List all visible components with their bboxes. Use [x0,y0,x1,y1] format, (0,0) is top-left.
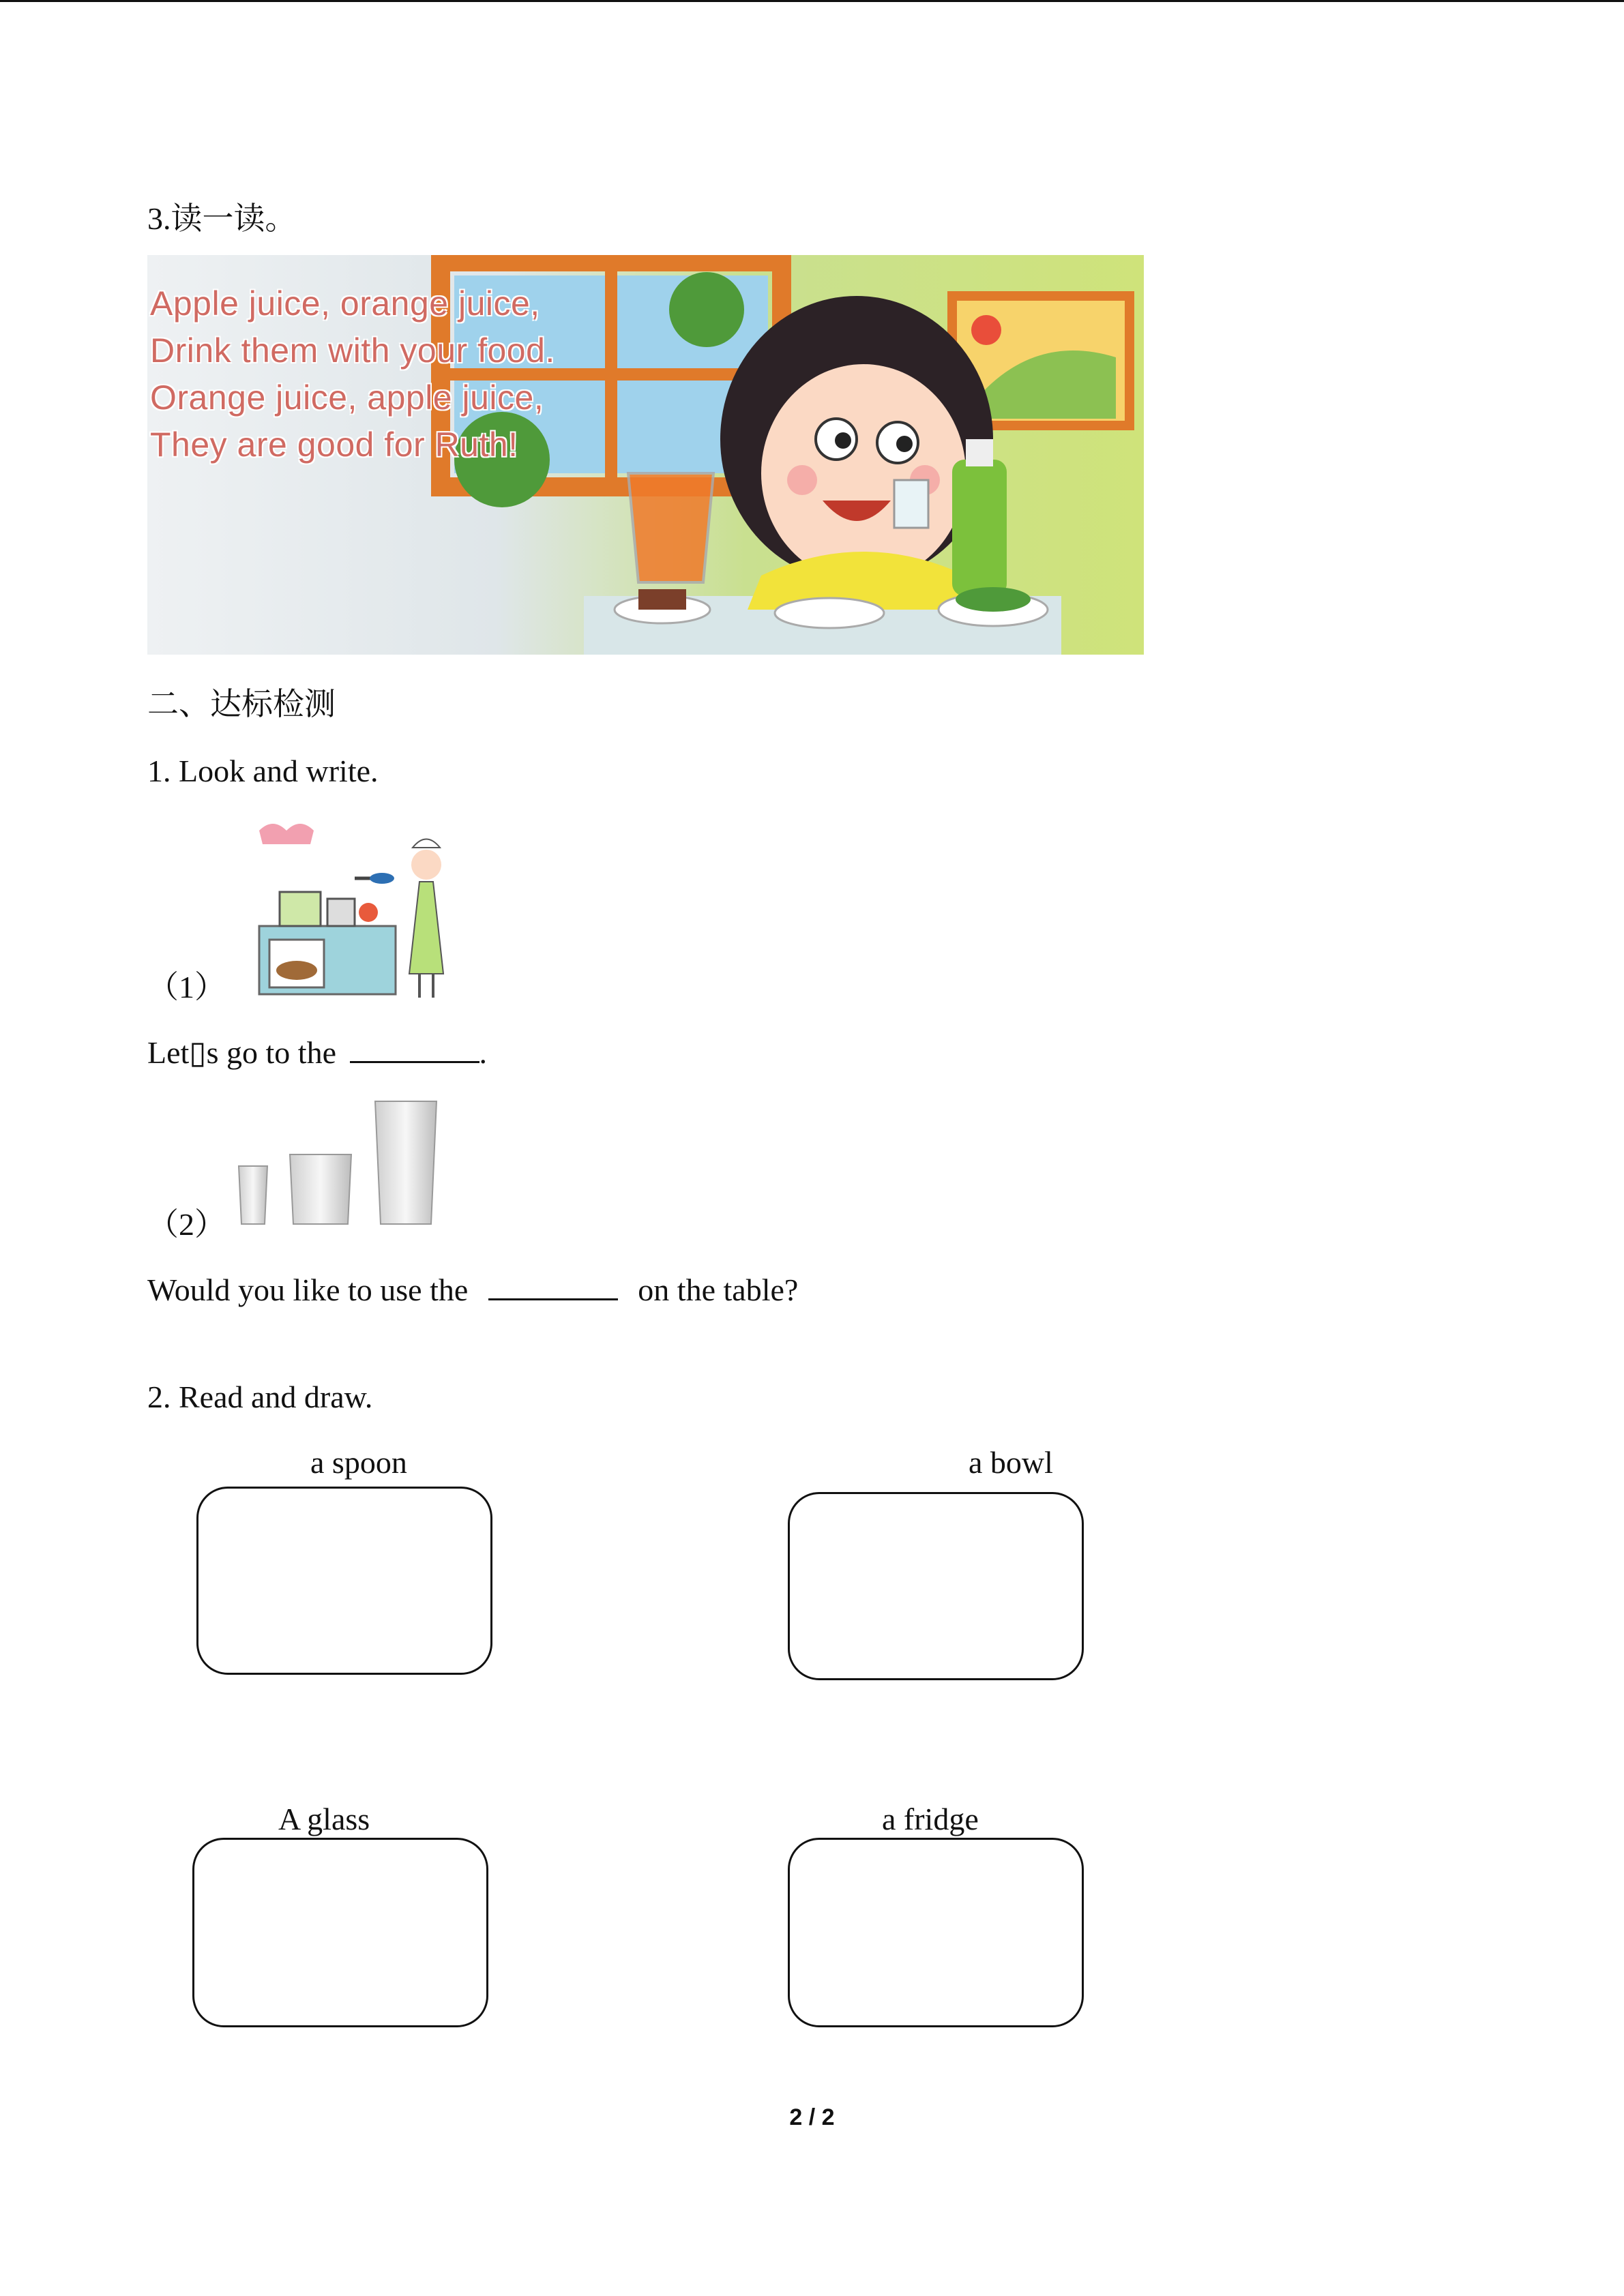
q1-item2-answer-blank[interactable] [488,1274,618,1300]
glasses-picture [232,1094,443,1231]
q2-title: 2. Read and draw. [147,1380,373,1414]
section-test-title: 二、达标检测 [147,687,336,721]
rhyme-line: Drink them with your food. [150,331,555,370]
draw-box-spoon[interactable] [196,1487,492,1675]
q1-item1-period: . [479,1035,487,1070]
section-3-title: 3.读一读。 [147,201,297,236]
rhyme-line: Apple juice, orange juice, [150,284,540,323]
q1-item1-text: Let▯s go to the [147,1035,336,1070]
kitchen-picture [246,810,477,1001]
q1-item1-sentence [147,1037,487,1069]
rhyme-illustration [147,255,1144,655]
draw-label-glass: A glass [278,1802,370,1836]
draw-label-fridge: a fridge [882,1802,979,1836]
q1-item1-number: （1） [147,970,226,1004]
q1-item1-answer-blank[interactable] [350,1037,479,1063]
q1-item2-text-before: Would you like to use the [147,1272,469,1307]
page-top-rule [0,0,1624,2]
draw-box-glass[interactable] [192,1838,488,2027]
q1-title: 1. Look and write. [147,754,379,788]
draw-label-spoon: a spoon [310,1445,407,1480]
rhyme-line: They are good for Ruth! [150,426,518,464]
draw-box-bowl[interactable] [788,1492,1084,1680]
draw-box-fridge[interactable] [788,1838,1084,2027]
page-number: 2 / 2 [789,2104,835,2130]
rhyme-line: Orange juice, apple juice, [150,378,544,417]
draw-label-bowl: a bowl [969,1445,1053,1480]
q1-item2-number: （2） [147,1207,226,1242]
q1-item2-sentence [147,1274,798,1306]
q1-item2-text-after: on the table? [638,1272,799,1307]
